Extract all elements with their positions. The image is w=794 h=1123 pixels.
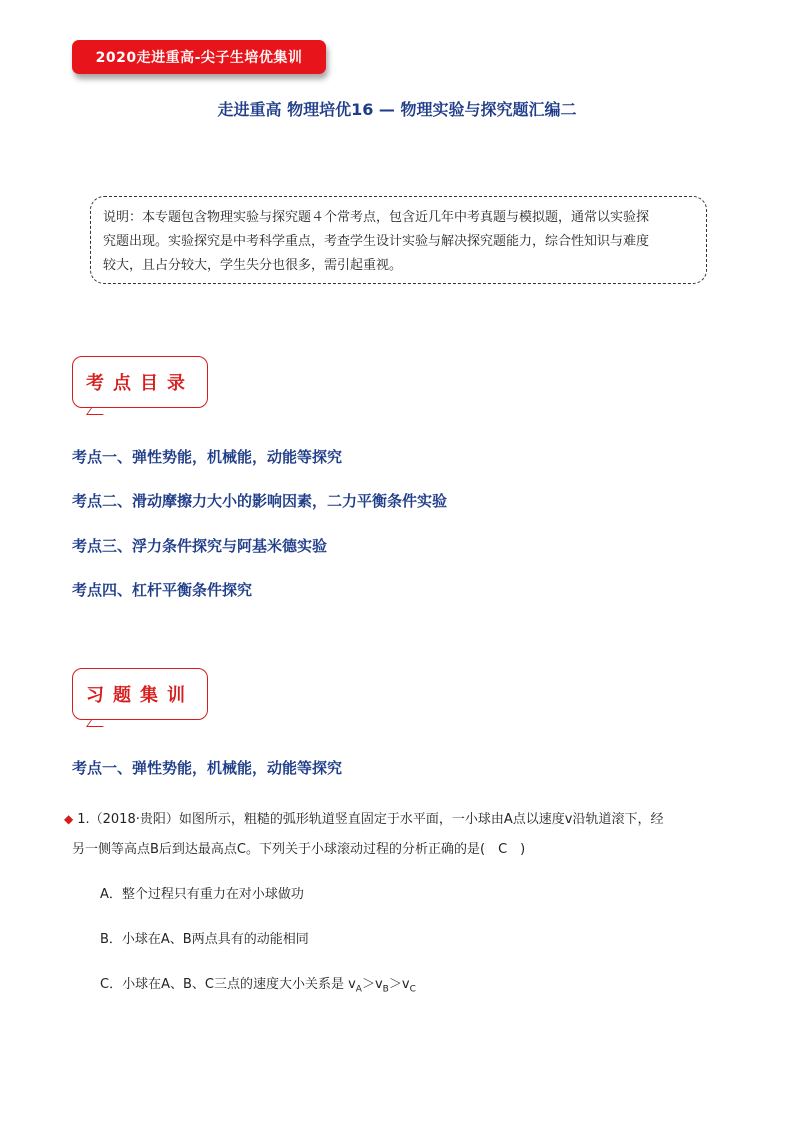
option-a: A．整个过程只有重力在对小球做功: [100, 887, 304, 902]
toc-item-2[interactable]: 考点二、滑动摩擦力大小的影响因素，二力平衡条件实验: [72, 492, 448, 510]
option-c: [100, 973, 416, 995]
toc-item-4[interactable]: 考点四、杠杆平衡条件探究: [72, 581, 253, 599]
toc-section-label: 考点目录: [86, 373, 194, 394]
practice-heading: 考点一、弹性势能，机械能，动能等探究: [72, 759, 343, 777]
note-box: [90, 196, 707, 284]
diamond-icon: ◆: [64, 812, 74, 826]
practice-section-tag: [72, 668, 208, 720]
question-text-1: 1.（2018·贵阳）如图所示，粗糙的弧形轨道竖直固定于水平面，一小球由A点以速度v沿轨道滚下，经: [77, 812, 664, 827]
toc-section-tag: [72, 356, 208, 408]
option-c-prefix: C．小球在A、B、C三点的速度大小关系是 v: [100, 977, 356, 992]
practice-section-label: 习题集训: [86, 685, 194, 706]
option-c-sub-b: B: [382, 984, 389, 995]
question-line-1: [64, 808, 663, 827]
note-line-2: 究题出现。实验探究是中考科学重点，考查学生设计实验与解决探究题能力，综合性知识与难度: [103, 234, 650, 249]
toc-item-3[interactable]: 考点三、浮力条件探究与阿基米德实验: [72, 537, 328, 555]
note-line-1: 说明：本专题包含物理实验与探究题４个常考点，包含近几年中考真题与模拟题，通常以实验探: [103, 210, 650, 225]
option-b: B．小球在A、B两点具有的动能相同: [100, 932, 309, 947]
banner-text: 2020走进重高-尖子生培优集训: [95, 50, 303, 66]
toc-item-1[interactable]: 考点一、弹性势能，机械能，动能等探究: [72, 448, 343, 466]
question-line-2: 另一侧等高点B后到达最高点C。下列关于小球滚动过程的分析正确的是( C ): [72, 842, 526, 857]
option-c-mid-2: ＞v: [388, 977, 410, 992]
option-c-sub-a: A: [355, 984, 362, 995]
header-banner: [72, 40, 326, 74]
note-line-3: 较大，且占分较大，学生失分也很多，需引起重视。: [103, 258, 403, 273]
option-c-mid-1: ＞v: [361, 977, 383, 992]
page-title: 走进重高 物理培优16 — 物理实验与探究题汇编二: [217, 100, 577, 119]
option-c-sub-c: C: [409, 984, 416, 995]
